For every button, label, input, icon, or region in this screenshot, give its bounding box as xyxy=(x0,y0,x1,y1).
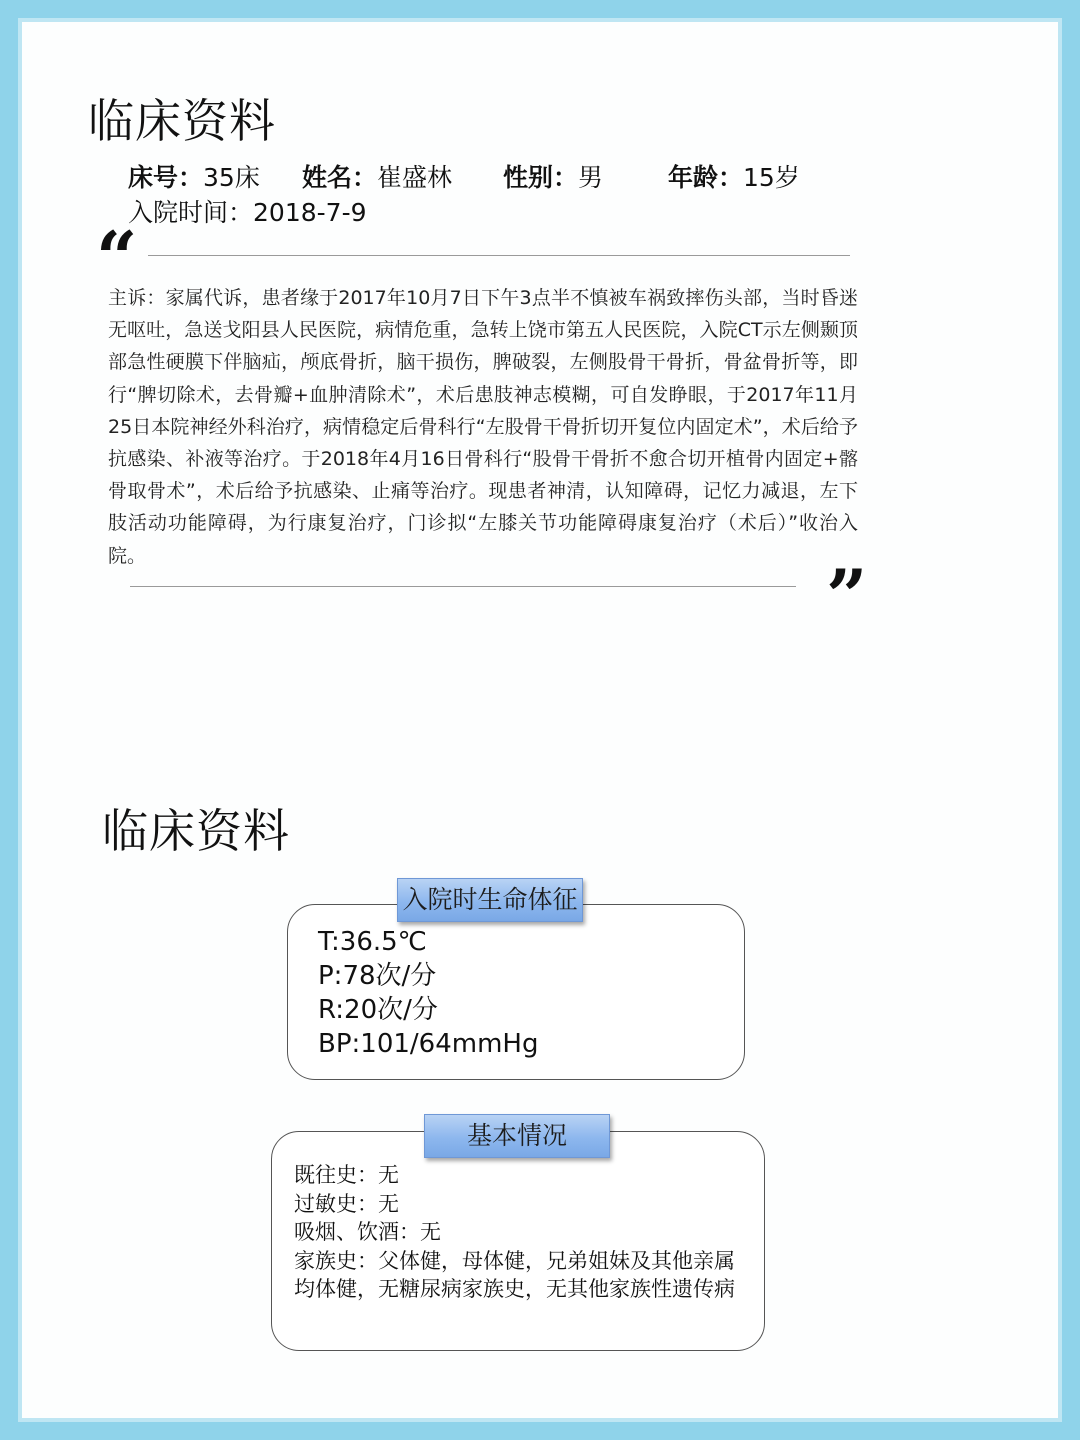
chief-complaint-text: 主诉：家属代诉，患者缘于2017年10月7日下午3点半不慎被车祸致摔伤头部，当时昏迷无呕吐，急送戈阳县人民医院，病情危重，急转上饶市第五人民医院，入院CT示左侧颞顶部急性硬膜下伴脑疝，颅底骨折，脑干损伤，脾破裂，左侧股骨干骨折，骨盆骨折等，即行“脾切除术，去骨瓣+血肿清除术”，术后患肢神志模糊，可自发睁眼，于2017年11月25日本院神经外科治疗，病情稳定后骨科行“左股骨干骨折切开复位内固定术”，术后给予抗感染、补液等治疗。于2018年4月16日骨科行“股骨干骨折不愈合切开植骨内固定+髂骨取骨术”，术后给予抗感染、止痛等治疗。现患者神清，认知障碍，记忆力减退，左下肢活动功能障碍，为行康复治疗，门诊拟“左膝关节功能障碍康复治疗（术后）”收治入院。 xyxy=(108,287,858,567)
section-title-clinical-data: 临床资料 xyxy=(88,94,276,148)
patient-name: 姓名：崔盛林 xyxy=(302,163,453,192)
vitals-list xyxy=(318,925,538,1061)
vital-blood-pressure: BP:101/64mmHg xyxy=(318,1029,539,1059)
divider-bottom xyxy=(130,586,796,587)
age-label: 年龄 xyxy=(668,163,719,192)
age-value: 15岁 xyxy=(743,163,800,192)
past-history: 既往史：无 xyxy=(294,1163,399,1187)
name-label: 姓名 xyxy=(302,163,353,192)
sex-label: 性别 xyxy=(503,163,554,192)
sex-value: 男 xyxy=(578,163,604,192)
allergy-history: 过敏史：无 xyxy=(294,1191,399,1216)
patient-age: 年龄：15岁 xyxy=(668,163,800,192)
divider-top xyxy=(148,255,850,256)
family-history-line2: 均体健，无糖尿病家族史，无其他家族性遗传病 xyxy=(294,1277,735,1301)
vitals-badge: 入院时生命体征 xyxy=(397,878,583,922)
admission-date: 入院时间：2018-7-9 xyxy=(128,198,367,227)
basic-info-badge: 基本情况 xyxy=(424,1114,610,1158)
open-quote-icon: “ xyxy=(96,215,138,300)
admit-value: 2018-7-9 xyxy=(253,198,367,227)
vital-temperature: T:36.5℃ xyxy=(318,927,427,957)
patient-sex: 性别：男 xyxy=(503,163,604,192)
bed-number: 床号：35床 xyxy=(128,163,260,192)
section-title-clinical-data-2: 临床资料 xyxy=(102,804,290,858)
vital-respiration: R:20次/分 xyxy=(318,995,438,1025)
name-value: 崔盛林 xyxy=(377,163,453,192)
close-quote-icon: ” xyxy=(826,553,868,638)
smoking-drinking: 吸烟、饮酒：无 xyxy=(294,1220,441,1244)
basic-info-list xyxy=(294,1161,735,1304)
bed-value: 35床 xyxy=(203,163,260,192)
admit-label: 入院时间 xyxy=(128,198,229,227)
vital-pulse: P:78次/分 xyxy=(318,961,437,991)
family-history-line1: 家族史：父体健，母体健，兄弟姐妹及其他亲属 xyxy=(294,1248,735,1273)
bed-label: 床号 xyxy=(128,163,179,192)
